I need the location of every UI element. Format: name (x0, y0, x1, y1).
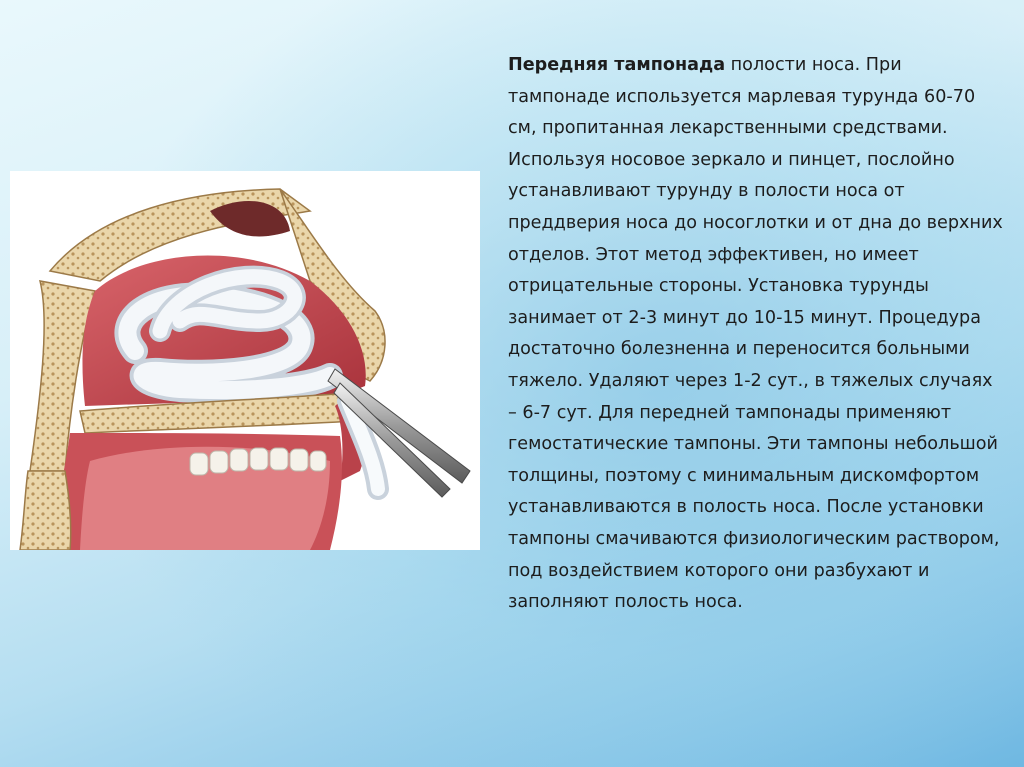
nasal-anatomy-drawing (10, 171, 480, 550)
nasal-tamponade-illustration (10, 171, 480, 550)
description-body: полости носа. При тампонаде используется марлевая турунда 60-70 см, пропитанная лекарственными средствами. Используя носовое зеркало и пинцет, послойно устанавливают турунду в полости носа от преддверия носа до носоглотки и от дна до верхних отделов. Этот метод эффективен, но имеет отрицательные стороны. Установка турунды занимает от 2-3 минут до 10-15 минут. Процедура достаточно болезненна и переносится больными тяжело. Удаляют через 1-2 сут., в тяжелых случаях – 6-7 сут. Для передней тампонады применяют гемостатические тампоны. Эти тампоны небольшой толщины, поэтому с минимальным дискомфортом устанавливаются в полость носа. После установки тампоны смачиваются физиологическим раствором, под воздействием которого они разбухают и заполняют полость носа. (508, 55, 1003, 613)
lead-term: Передняя тампонада (508, 55, 726, 75)
description-text (508, 50, 1003, 619)
